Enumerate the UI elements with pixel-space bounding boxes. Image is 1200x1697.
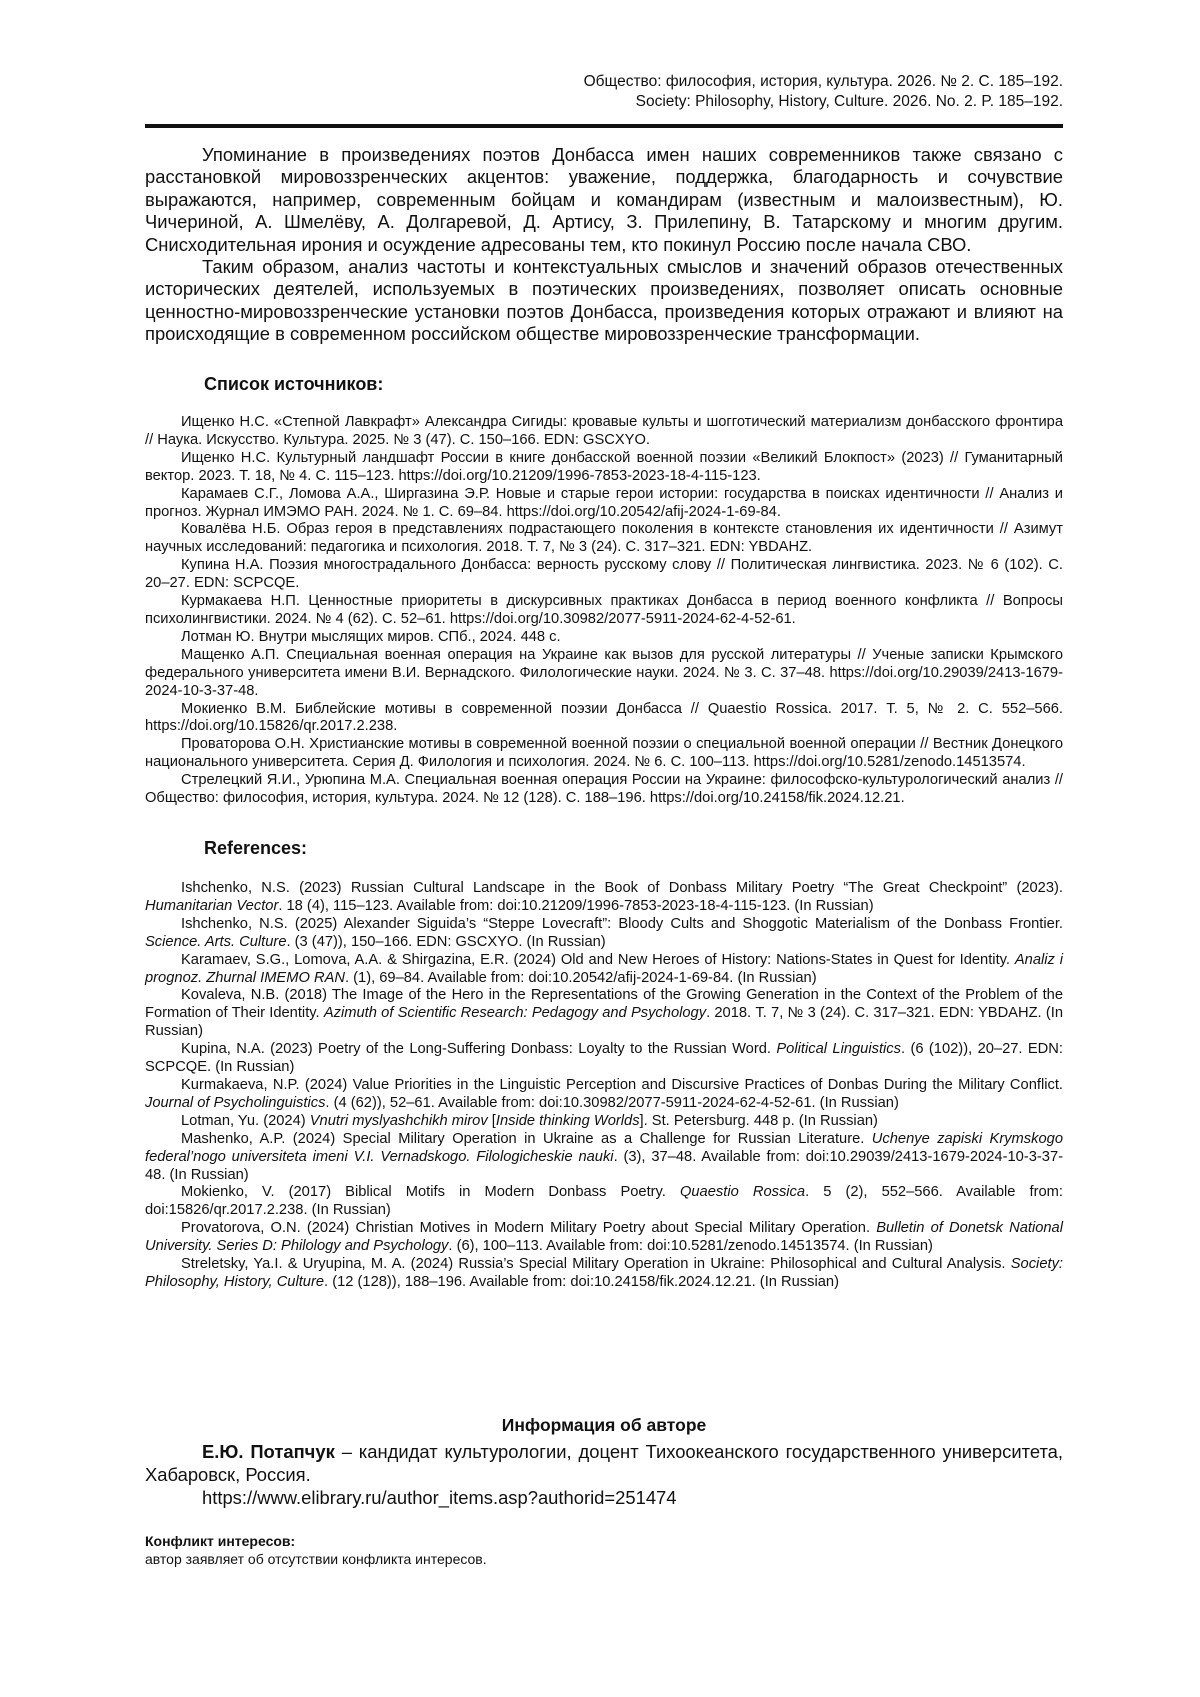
header-rule — [145, 124, 1063, 128]
reference-italic-segment: Analiz i prognoz. Zhurnal IMEMO RAN — [145, 951, 1063, 986]
sources-heading: Список источников: — [204, 374, 384, 394]
reference-segment: . (6 (102)), 20–27. EDN: SCPCQE. (In Russian) — [145, 1041, 1063, 1076]
conflict-of-interest — [145, 1532, 1063, 1568]
reference-segment: . 2018. Т. 7, № 3 (24). С. 317–321. EDN: YBDAHZ. (In Russian) — [145, 1005, 1064, 1040]
reference-segment: Kurmakaeva, N.P. (2024) Value Priorities in the Linguistic Perception and Discursive Practices of Donbas During the Military Conflict. — [181, 1076, 1063, 1093]
header-en: Society: Philosophy, History, Culture. 2026. No. 2. P. 185–192. — [635, 93, 1063, 110]
source-item: Купина Н.А. Поэзия многострадального Донбасса: верность русскому слову // Политическая лингвистика. 2023. № 6 (102). С. 20–27. EDN: SCPCQE. — [145, 557, 1063, 592]
reference-segment: . (3 (47)), 150–166. EDN: GSCXYO. (In Russian) — [286, 933, 606, 950]
reference-item — [145, 916, 1063, 952]
reference-italic-segment: Political Linguistics — [776, 1041, 901, 1058]
reference-segment: . (3), 37–48. Available from: doi:10.29039/2413-1679-2024-10-3-37-48. (In Russian) — [145, 1148, 1064, 1183]
reference-item — [145, 1184, 1063, 1220]
body-paragraph: Упоминание в произведениях поэтов Донбасса имен наших современников также связано с расстановкой мировоззренческих акцентов: уважение, поддержка, благодарность и сочувствие выражаются, например, современным бойцам и командирам (известным и малоизвестным), Ю. Чичериной, А. Шмелёву, А. Долгаревой, Д. Артису, З. Прилепину, В. Татарскому и многим другим. Снисходительная ирония и осуждение адресованы тем, кто покинул Россию после начала СВО. — [145, 144, 1063, 255]
source-item: Проваторова О.Н. Христианские мотивы в современной военной поэзии о специальной военной операции // Вестник Донецкого национального университета. Серия Д. Филология и психология. 2024. № 6. С. 100–113. https://doi.org/10.5281/zenodo.14513574. — [145, 736, 1063, 771]
reference-item — [145, 1041, 1063, 1077]
reference-item — [145, 1256, 1063, 1292]
source-item: Мащенко А.П. Специальная военная операция на Украине как вызов для русской литературы // Ученые записки Крымского федерального университета имени В.И. Вернадского. Филологические науки. 2024. № 3. С. 37–48. https://doi.org/10.29039/2413-1679-2024-10-3-37-48. — [145, 646, 1063, 699]
reference-italic-segment: Bulletin of Donetsk National University. Series D: Philology and Psychology — [145, 1220, 1063, 1255]
reference-segment: Kupina, N.A. (2023) Poetry of the Long-Suffering Donbass: Loyalty to the Russian Word. — [181, 1041, 777, 1058]
reference-italic-segment: Vnutri myslyashchikh mirov — [309, 1112, 488, 1129]
conflict-text: автор заявляет об отсутствии конфликта интересов. — [145, 1551, 487, 1567]
source-item: Стрелецкий Я.И., Урюпина М.А. Специальная военная операция России на Украине: философско-культурологический анализ // Общество: философия, история, культура. 2024. № 12 (128). С. 188–196. https://doi.org/10.24158/fik.2024.12.21. — [145, 772, 1063, 807]
author-name: Е.Ю. Потапчук — [202, 1441, 335, 1462]
reference-item — [145, 952, 1063, 988]
reference-item — [145, 1131, 1063, 1185]
reference-segment: ]. St. Petersburg. 448 p. (In Russian) — [639, 1112, 878, 1129]
reference-segment: Mokienko, V. (2017) Biblical Motifs in Modern Donbass Poetry. — [181, 1184, 680, 1201]
body-paragraph: Таким образом, анализ частоты и контекстуальных смыслов и значений образов отечественных исторических деятелей, используемых в поэтических произведениях, позволяет описать основные ценностно-мировоззренческие установки поэтов Донбасса, произведения которых отражают и влияют на происходящие в современном российском обществе мировоззренческие трансформации. — [145, 256, 1063, 345]
author-info — [145, 1440, 1063, 1509]
reference-segment: . (12 (128)), 188–196. Available from: doi:10.24158/fik.2024.12.21. (In Russian) — [324, 1273, 839, 1290]
source-item: Курмакаева Н.П. Ценностные приоритеты в дискурсивных практиках Донбасса в период военного конфликта // Вопросы психолингвистики. 2024. № 4 (62). С. 52–61. https://doi.org/10.30982/2077-5911-2024-62-4-52-61. — [145, 593, 1063, 627]
body-text — [145, 144, 1063, 346]
source-item: Мокиенко В.М. Библейские мотивы в современной поэзии Донбасса // Quaestio Rossica. 2017. Т. 5, № 2. С. 552–566. https://doi.org/10.15826/qr.2017.2.238. — [145, 700, 1063, 735]
header-ru: Общество: философия, история, культура. 2026. № 2. С. 185–192. — [583, 73, 1063, 90]
author-info-heading: Информация об авторе — [501, 1415, 707, 1435]
reference-segment: Karamaev, S.G., Lomova, A.A. & Shirgazina, E.R. (2024) Old and New Heroes of History: Nations-States in Quest for Identity. — [181, 951, 1015, 968]
reference-segment: . (1), 69–84. Available from: doi:10.20542/afij-2024-1-69-84. (In Russian) — [344, 969, 817, 986]
reference-item — [145, 1077, 1063, 1113]
reference-segment: Kovaleva, N.B. (2018) The Image of the Hero in the Representations of the Growing Generation in the Context of the Problem of the Formation of Their Identity. — [145, 987, 1063, 1022]
reference-item — [145, 1113, 1063, 1131]
reference-italic-segment: Society: Philosophy, History, Culture — [145, 1256, 1063, 1290]
references-list — [145, 880, 1063, 1292]
reference-italic-segment: Journal of Psycholinguistics — [145, 1094, 326, 1111]
reference-item — [145, 987, 1063, 1041]
reference-segment: Streletsky, Ya.I. & Uryupina, M. A. (2024) Russia’s Special Military Operation in Ukraine: Philosophical and Cultural Analysis. — [181, 1256, 1011, 1273]
author-description — [145, 1440, 1063, 1486]
source-item: Ищенко Н.С. «Степной Лавкрафт» Александра Сигиды: кровавые культы и шогготический материализм донбасского фронтира // Наука. Искусство. Культура. 2025. № 3 (47). С. 150–166. EDN: GSCXYO. — [145, 414, 1063, 448]
reference-segment: . (4 (62)), 52–61. Available from: doi:10.30982/2077-5911-2024-62-4-52-61. (In Russian) — [325, 1094, 899, 1111]
sources-list — [145, 414, 1063, 808]
reference-segment: . 5 (2), 552–566. Available from: doi:15826/qr.2017.2.238. (In Russian) — [145, 1184, 1063, 1219]
reference-segment: Provatorova, O.N. (2024) Christian Motives in Modern Military Poetry about Special Military Operation. — [181, 1220, 877, 1237]
reference-segment: Ishchenko, N.S. (2025) Alexander Siguida’s “Steppe Lovecraft”: Bloody Cults and Shoggotic Materialism of the Donbass Frontier. — [181, 915, 1063, 932]
source-item: Карамаев С.Г., Ломова А.А., Ширгазина Э.Р. Новые и старые герои истории: государства в поисках идентичности // Анализ и прогноз. Журнал ИМЭМО РАН. 2024. № 1. С. 69–84. https://doi.org/10.20542/afij-2024-1-69-84. — [145, 485, 1063, 520]
reference-segment: . (6), 100–113. Available from: doi:10.5281/zenodo.14513574. (In Russian) — [448, 1238, 933, 1255]
reference-item — [145, 880, 1063, 916]
conflict-label: Конфликт интересов: — [145, 1533, 296, 1549]
reference-italic-segment: Inside thinking Worlds — [495, 1112, 640, 1129]
reference-segment: . 18 (4), 115–123. Available from: doi:10.21209/1996-7853-2023-18-4-115-123. (In Russian) — [278, 897, 874, 914]
reference-italic-segment: Quaestio Rossica — [679, 1184, 806, 1201]
reference-segment: [ — [487, 1112, 496, 1129]
reference-segment: Mashenko, A.P. (2024) Special Military Operation in Ukraine as a Challenge for Russian Literature. — [181, 1130, 872, 1147]
reference-segment: Lotman, Yu. (2024) — [181, 1112, 310, 1129]
reference-segment: Ishchenko, N.S. (2023) Russian Cultural Landscape in the Book of Donbass Military Poetry “The Great Checkpoint” (2023). — [181, 880, 1063, 896]
reference-italic-segment: Azimuth of Scientific Research: Pedagogy and Psychology — [323, 1005, 707, 1022]
source-item: Ковалёва Н.Б. Образ героя в представлениях подрастающего поколения в контексте становления их идентичности // Азимут научных исследований: педагогика и психология. 2018. Т. 7, № 3 (24). С. 317–321. EDN: YBDAHZ. — [145, 521, 1063, 556]
reference-italic-segment: Humanitarian Vector — [145, 897, 279, 914]
source-item: Лотман Ю. Внутри мыслящих миров. СПб., 2024. 448 с. — [181, 628, 561, 645]
author-link[interactable]: https://www.elibrary.ru/author_items.asp?authorid=251474 — [202, 1487, 677, 1508]
reference-italic-segment: Science. Arts. Culture — [145, 933, 287, 950]
source-item: Ищенко Н.С. Культурный ландшафт России в книге донбасской военной поэзии «Великий Блокпост» (2023) // Гуманитарный вектор. 2023. Т. 18, № 4. С. 115–123. https://doi.org/10.21209/1996-7853-2023-18-4-115-123. — [145, 449, 1063, 484]
references-heading: References: — [204, 838, 308, 858]
reference-italic-segment: Uchenye zapiski Krymskogo federal’nogo universiteta imeni V.I. Vernadskogo. Filologicheskie nauki — [145, 1130, 1063, 1165]
author-affiliation: – кандидат культурологии, доцент Тихоокеанского государственного университета, Хабаровск, Россия. — [145, 1441, 1063, 1485]
reference-item — [145, 1220, 1063, 1256]
running-header — [584, 72, 1063, 112]
